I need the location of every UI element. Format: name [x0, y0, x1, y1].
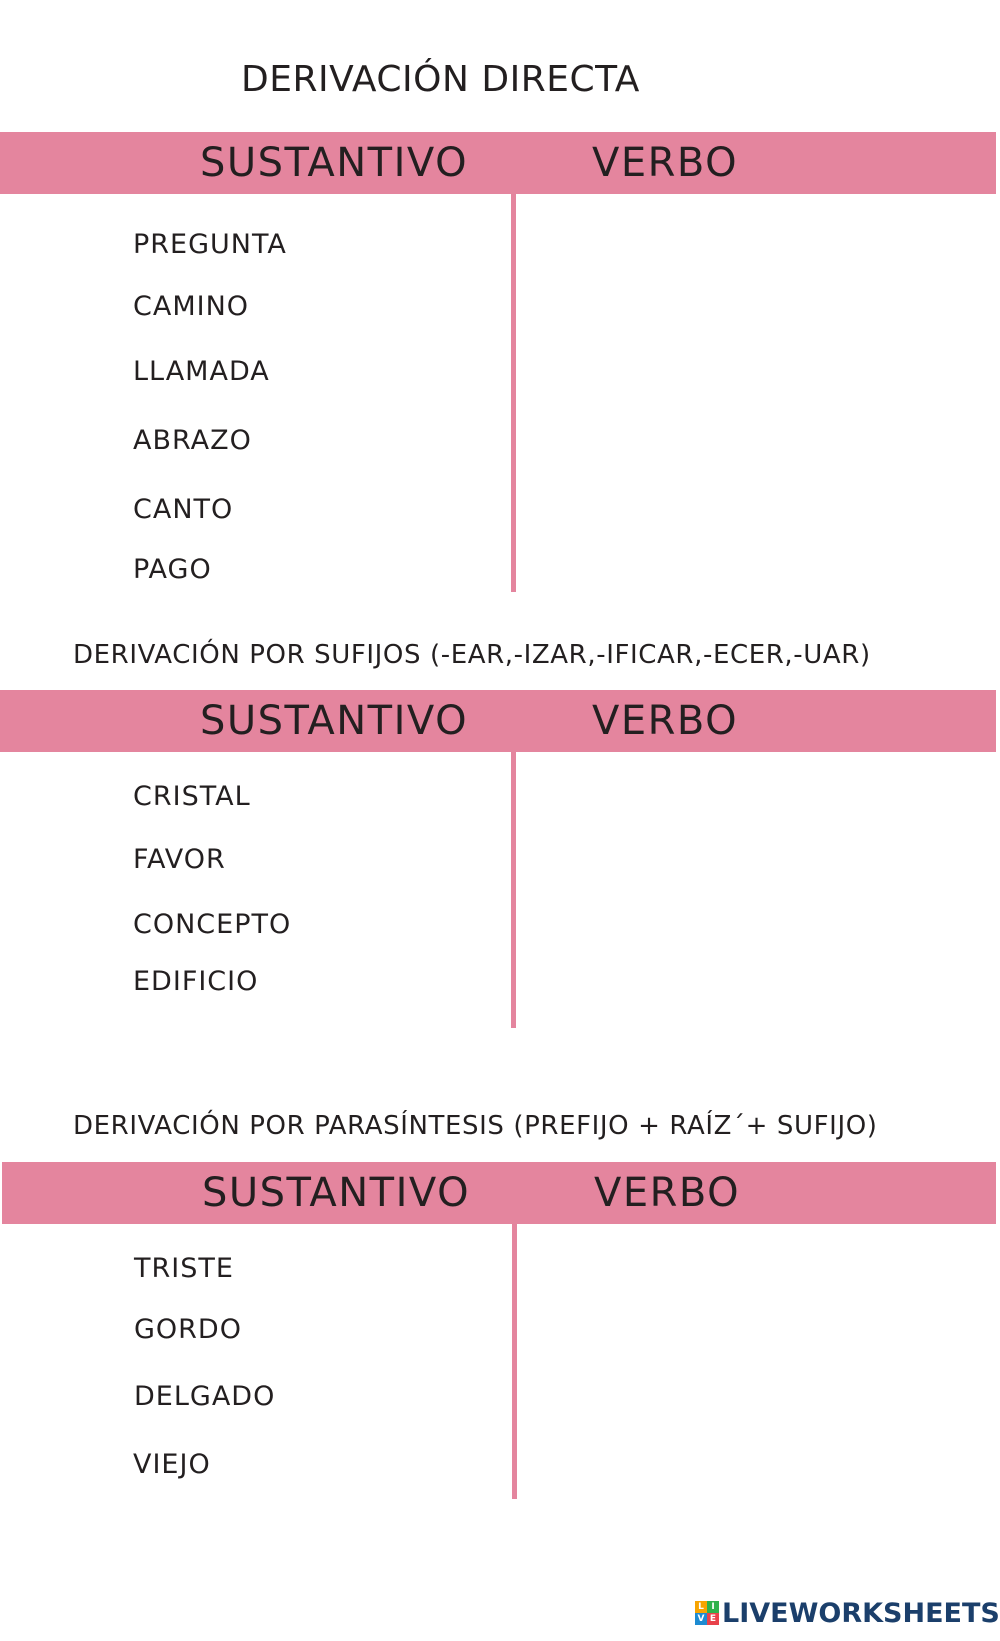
logo-mark-icon [695, 1601, 719, 1625]
logo-letter: V [695, 1613, 707, 1625]
verb-answer-input[interactable] [560, 908, 944, 944]
column-divider [511, 752, 516, 1028]
verb-answer-input[interactable] [560, 228, 944, 264]
header-sustantivo: SUSTANTIVO [200, 140, 469, 186]
logo-text: LIVEWORKSHEETS [722, 1597, 1000, 1629]
header-sustantivo: SUSTANTIVO [200, 698, 469, 744]
section-title-sufijos: DERIVACIÓN POR SUFIJOS (-EAR,-IZAR,-IFICAR,-ECER,-UAR) [73, 640, 871, 670]
header-sustantivo: SUSTANTIVO [202, 1170, 471, 1216]
table-header-parasintesis [2, 1162, 996, 1224]
noun-word: DELGADO [134, 1381, 276, 1412]
verb-answer-input[interactable] [560, 1252, 944, 1288]
section-title-directa: DERIVACIÓN DIRECTA [241, 59, 640, 100]
liveworksheets-logo [695, 1595, 1000, 1631]
noun-word: CANTO [133, 494, 234, 525]
header-verbo: VERBO [592, 140, 739, 186]
noun-word: VIEJO [133, 1449, 211, 1480]
logo-letter: I [707, 1601, 719, 1613]
verb-answer-input[interactable] [560, 843, 944, 879]
logo-letter: E [707, 1613, 719, 1625]
verb-answer-input[interactable] [560, 355, 944, 391]
column-divider [511, 194, 516, 592]
noun-word: PAGO [133, 554, 212, 585]
header-verbo: VERBO [592, 698, 739, 744]
column-divider [512, 1224, 517, 1499]
noun-word: EDIFICIO [133, 966, 259, 997]
noun-word: PREGUNTA [133, 229, 287, 260]
verb-answer-input[interactable] [560, 1448, 944, 1484]
section-title-parasintesis: DERIVACIÓN POR PARASÍNTESIS (PREFIJO + RAÍZ´+ SUFIJO) [73, 1111, 878, 1141]
verb-answer-input[interactable] [560, 780, 944, 816]
table-header-directa [0, 132, 996, 194]
verb-answer-input[interactable] [560, 424, 944, 460]
header-verbo: VERBO [594, 1170, 741, 1216]
verb-answer-input[interactable] [560, 493, 944, 529]
noun-word: CONCEPTO [133, 909, 292, 940]
logo-letter: L [695, 1601, 707, 1613]
noun-word: LLAMADA [133, 356, 270, 387]
verb-answer-input[interactable] [560, 965, 944, 1001]
verb-answer-input[interactable] [560, 1313, 944, 1349]
verb-answer-input[interactable] [560, 1380, 944, 1416]
verb-answer-input[interactable] [560, 290, 944, 326]
noun-word: CRISTAL [133, 781, 251, 812]
noun-word: CAMINO [133, 291, 250, 322]
noun-word: FAVOR [133, 844, 226, 875]
noun-word: ABRAZO [133, 425, 252, 456]
table-header-sufijos [0, 690, 996, 752]
noun-word: TRISTE [134, 1253, 234, 1284]
verb-answer-input[interactable] [560, 553, 944, 589]
noun-word: GORDO [134, 1314, 242, 1345]
